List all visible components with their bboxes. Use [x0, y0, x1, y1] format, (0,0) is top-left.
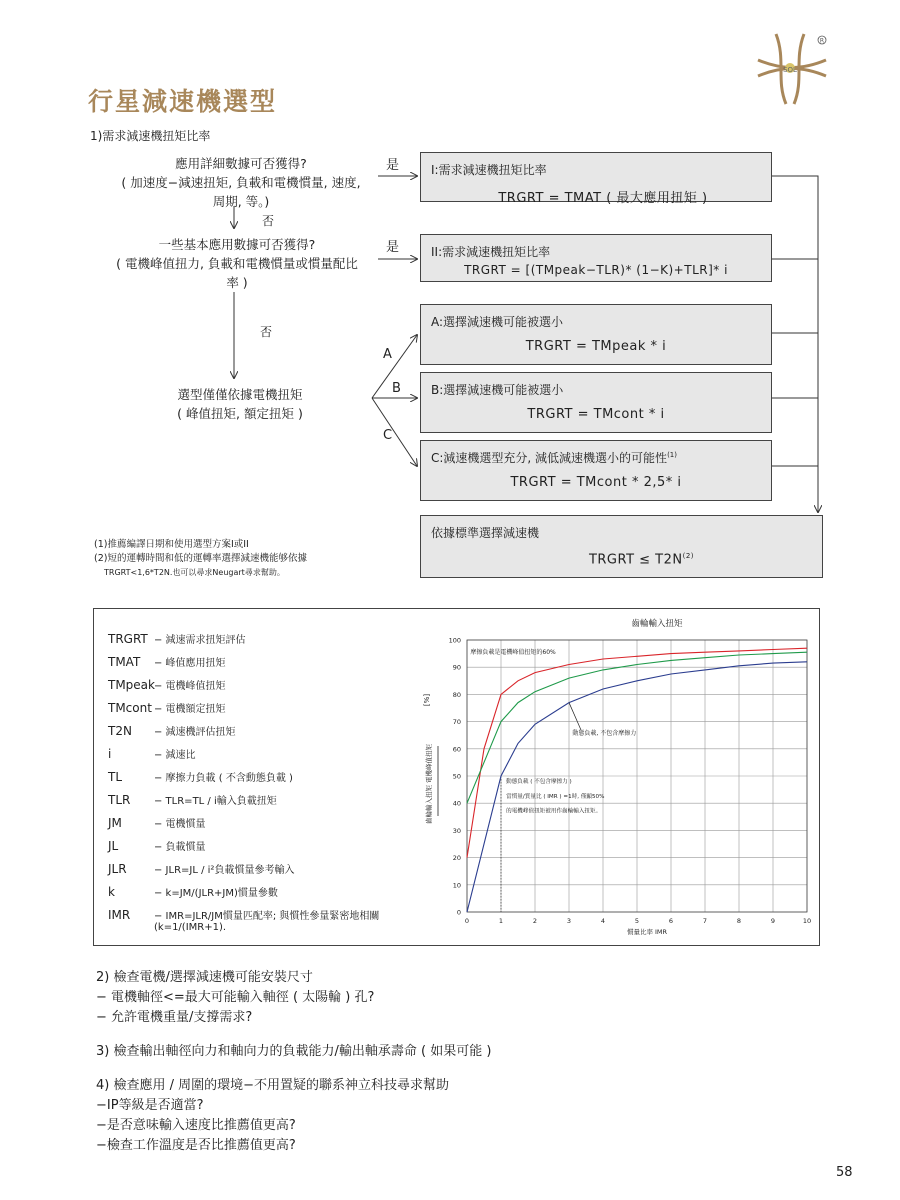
y-axis-unit: [%] — [423, 693, 431, 707]
legend-symbol: JLR — [108, 861, 127, 876]
legend-symbol: TLR — [108, 792, 131, 807]
legend-symbol: TMAT — [108, 654, 141, 669]
annotation-dynamic: 動態負載, 不包含摩擦力 — [572, 730, 637, 738]
legend-description: − 減速機評估扭矩 — [154, 727, 236, 738]
label-no-1: 否 — [262, 214, 275, 228]
legend-row — [108, 880, 438, 903]
box-method-1-title: I:需求減速機扭矩比率 — [431, 163, 547, 177]
label-branch-a: A — [383, 347, 392, 362]
legend-symbol: TRGRT — [108, 631, 148, 646]
section4 — [96, 1076, 449, 1156]
box-method-1-formula: TRGRT = TMAT ( 最大應用扭矩 ) — [498, 191, 708, 206]
arrow-branch-c — [372, 398, 417, 466]
question-2-line-3: 率 ) — [226, 275, 248, 290]
y-tick-label: 40 — [452, 799, 461, 808]
legend-row — [108, 693, 438, 719]
box-option-c-title: C:減速機選型充分, 減低減速機選小的可能性$^{(1)}$ — [431, 451, 677, 465]
x-tick-label: 3 — [566, 917, 572, 925]
legend-symbol: IMR — [108, 907, 131, 922]
legend-row — [108, 765, 438, 788]
legend-description: − IMR=JLR/JM慣量匹配率; 與慣性參量緊密地相關 — [154, 911, 380, 922]
y-tick-label: 30 — [452, 826, 461, 835]
legend-row — [108, 650, 438, 673]
legend-description: − 電機峰值扭矩 — [154, 681, 226, 692]
symbol-legend — [108, 627, 438, 934]
question-2-line-1: 一些基本應用數據可否獲得? — [158, 237, 316, 252]
x-tick-label: 5 — [634, 917, 640, 925]
section4-heading: 4) 檢查應用 / 周圍的環境−不用置疑的聯系神立科技尋求幫助 — [96, 1078, 450, 1093]
x-axis-label: 慣量比率 IMR — [626, 928, 668, 936]
label-no-2: 否 — [260, 325, 273, 339]
page-title: 行星減速機選型 — [88, 87, 278, 116]
section4-item-2: −是否意味輸入速度比推薦值更高? — [96, 1118, 296, 1133]
box-option-a-formula: TRGRT = TMpeak * i — [525, 339, 667, 354]
legend-description: − 電機額定扭矩 — [154, 704, 226, 715]
box-option-b-title: B:選擇減速機可能被選小 — [431, 383, 564, 397]
svg-text:R: R — [819, 37, 825, 45]
section2 — [96, 968, 374, 1028]
x-tick-label: 9 — [770, 917, 776, 925]
legend-description: − 負載慣量 — [154, 842, 206, 853]
legend-row — [108, 920, 438, 934]
legend-row — [108, 719, 438, 742]
box-option-b-formula: TRGRT = TMcont * i — [527, 407, 665, 422]
box-final-formula: TRGRT ≤ $T2N^{(2)}$ — [588, 552, 695, 568]
legend-symbol: TMcont — [108, 700, 152, 715]
legend-description: − k=JM/(JLR+JM)慣量參數 — [154, 888, 278, 899]
x-tick-label: 10 — [802, 917, 812, 925]
section2-item-1: − 電機軸徑<=最大可能輸入軸徑 ( 太陽輪 ) 孔? — [96, 990, 375, 1005]
box-final-title: 依據標準選擇減速機 — [431, 526, 540, 540]
question-3-line-2: ( 峰值扭矩, 額定扭矩 ) — [177, 406, 303, 421]
legend-description: − 減速比 — [154, 750, 196, 761]
legend-description: − 摩擦力負載 ( 不含動態負載 ) — [154, 773, 293, 784]
footnote-2-cont: TRGRT<1,6*T2N.也可以尋求Neugart尋求幫助。 — [104, 568, 285, 577]
section3-heading: 3) 檢查輸出軸徑向力和軸向力的負載能力/輸出軸承壽命 ( 如果可能 ) — [96, 1044, 492, 1059]
legend-row — [108, 742, 438, 765]
y-tick-label: 0 — [456, 908, 461, 917]
y-tick-label: 10 — [452, 881, 461, 890]
y-tick-label: 50 — [452, 772, 461, 781]
legend-description: − 電機慣量 — [154, 819, 206, 830]
footnote-2: (2)短的運轉時間和低的運轉率選擇減速機能够依據 — [94, 553, 307, 564]
question-2-line-2: ( 電機峰值扭力, 負載和電機慣量或慣量配比 — [116, 256, 358, 271]
legend-symbol: JM — [108, 815, 122, 830]
y-tick-label: 60 — [452, 745, 461, 754]
x-tick-label: 6 — [668, 917, 674, 925]
y-tick-label: 20 — [452, 854, 461, 863]
page-number: 58 — [836, 1165, 853, 1180]
label-yes-1: 是 — [386, 158, 400, 173]
torque-chart — [405, 615, 815, 940]
annotation-note: 的電機峰值扭矩被用作齒輪輸入扭矩。 — [506, 808, 602, 815]
footnotes — [94, 538, 307, 580]
x-tick-label: 0 — [464, 917, 470, 925]
logo-text: SOL — [783, 66, 797, 74]
y-tick-label: 90 — [452, 663, 461, 672]
section2-heading: 2) 檢查電機/選擇減速機可能安裝尺寸 — [96, 970, 313, 985]
chart-title: 齒輪輸入扭矩 — [631, 619, 683, 629]
legend-symbol: k — [108, 884, 115, 899]
question-1-line-2: ( 加速度−減速扭矩, 負載和電機慣量, 速度, — [121, 175, 361, 190]
annotation-note: 動態負載 ( 不包含摩擦力 ) — [506, 778, 572, 785]
legend-symbol: TL — [108, 769, 123, 784]
y-tick-label: 70 — [452, 718, 461, 727]
footnote-1: (1)推薦編譯日期和使用選型方案I或II — [94, 539, 249, 550]
legend-description: − JLR=JL / i²負載慣量參考輸入 — [154, 865, 295, 876]
legend-description: − TLR=TL / i輸入負載扭矩 — [154, 796, 277, 807]
label-branch-c: C — [383, 428, 393, 443]
y-tick-label: 100 — [448, 636, 461, 645]
box-method-2-formula: TRGRT = [(TMpeak−TLR)* (1−K)+TLR]* i — [464, 263, 728, 277]
legend-symbol: T2N — [108, 723, 132, 738]
legend-symbol: i — [108, 746, 112, 761]
legend-row — [108, 834, 438, 857]
box-option-b — [420, 372, 772, 433]
label-branch-b: B — [392, 381, 401, 396]
box-option-a — [420, 304, 772, 365]
legend-description: (k=1/(IMR+1). — [154, 921, 227, 933]
question-1-line-1: 應用詳細數據可否獲得? — [175, 156, 307, 171]
legend-row — [108, 811, 438, 834]
box-method-2-title: II:需求減速機扭矩比率 — [431, 245, 551, 259]
legend-row — [108, 788, 438, 811]
section4-item-1: −IP等級是否適當? — [96, 1098, 204, 1113]
legend-row — [108, 673, 438, 696]
box-final — [420, 515, 823, 578]
section2-item-2: − 允許電機重量/支撐需求? — [96, 1010, 253, 1025]
legend-row — [108, 627, 438, 650]
x-tick-label: 2 — [532, 917, 538, 925]
box-method-1 — [420, 152, 772, 206]
section1-heading: 1)需求減速機扭矩比率 — [90, 129, 211, 143]
x-tick-label: 4 — [600, 917, 606, 925]
y-tick-label: 80 — [452, 690, 461, 699]
legend-row — [108, 857, 438, 880]
annotation-friction: 摩擦負載是電機峰值扭矩的60% — [470, 649, 556, 657]
arrow-to-final — [772, 176, 818, 512]
box-option-c-formula: TRGRT = TMcont * 2,5* i — [510, 475, 682, 490]
box-option-a-title: A:選擇減速機可能被選小 — [431, 315, 564, 329]
legend-description: − 減速需求扭矩評估 — [154, 635, 246, 646]
legend-symbol: TMpeak — [108, 677, 155, 692]
x-tick-label: 1 — [498, 917, 504, 925]
x-tick-label: 8 — [736, 917, 742, 925]
question-1-line-3: 周期, 等。) — [212, 194, 270, 209]
legend-symbol: JL — [108, 838, 119, 853]
x-tick-label: 7 — [702, 917, 708, 925]
annotation-pointer — [569, 703, 581, 730]
annotation-note: 當慣量/質量比 ( IMR ) =1時, 僅顯50% — [506, 793, 605, 800]
question-3-line-1: 選型僅僅依據電機扭矩 — [177, 387, 303, 402]
section4-item-3: −檢查工作溫度是否比推薦值更高? — [96, 1138, 296, 1153]
label-yes-2: 是 — [386, 240, 400, 255]
box-option-c — [420, 440, 772, 501]
y-axis-label: 齒輪輸入扭矩 電機峰值扭矩 — [425, 743, 433, 825]
legend-description: − 峰值應用扭矩 — [154, 658, 226, 669]
box-method-2 — [420, 234, 772, 282]
